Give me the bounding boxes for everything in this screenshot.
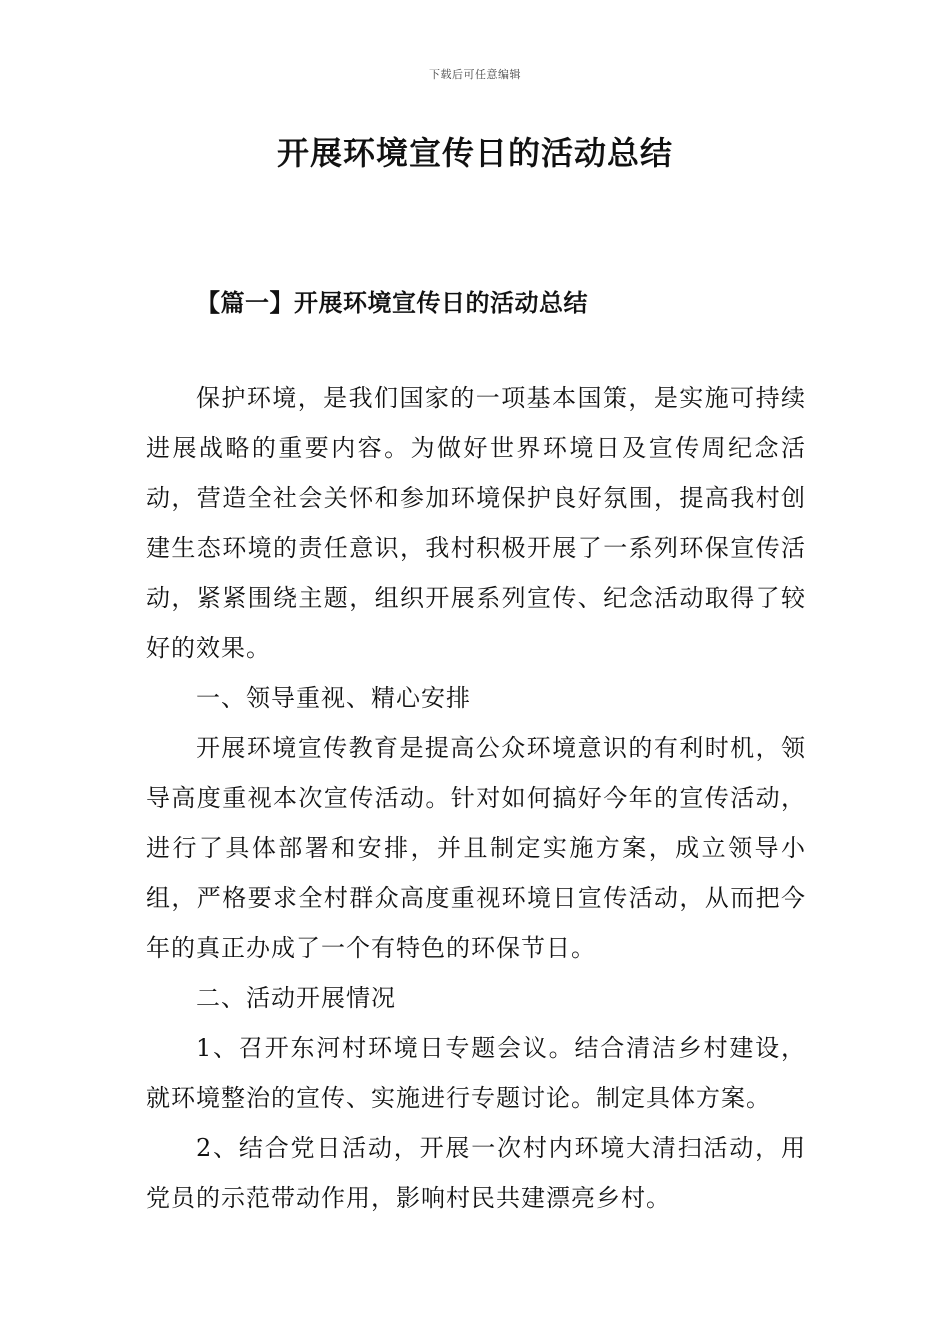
paragraph-activity-1: 1、召开东河村环境日专题会议。结合清洁乡村建设，就环境整治的宣传、实施进行专题讨论。制定具体方案。 bbox=[146, 1034, 806, 1112]
document-title: 开展环境宣传日的活动总结 bbox=[276, 134, 673, 172]
paragraph-intro: 保护环境，是我们国家的一项基本国策，是实施可持续进展战略的重要内容。为做好世界环境日及宣传周纪念活动，营造全社会关怀和参加环境保护良好氛围，提高我村创建生态环境的责任意识，我村积极开展了一系列环保宣传活动，紧紧围绕主题，组织开展系列宣传、纪念活动取得了较好的效果。 bbox=[146, 384, 806, 662]
section-title: 【篇一】开展环境宣传日的活动总结 bbox=[196, 288, 588, 317]
body-text bbox=[146, 373, 806, 1223]
paragraph-leadership: 开展环境宣传教育是提高公众环境意识的有利时机，领导高度重视本次宣传活动。针对如何搞好今年的宣传活动，进行了具体部署和安排，并且制定实施方案，成立领导小组，严格要求全村群众高度重视环境日宣传活动，从而把今年的真正办成了一个有特色的环保节日。 bbox=[146, 734, 806, 962]
heading-activities: 二、活动开展情况 bbox=[196, 984, 396, 1012]
paragraph-activity-2: 2、结合党日活动，开展一次村内环境大清扫活动，用党员的示范带动作用，影响村民共建漂亮乡村。 bbox=[146, 1134, 806, 1212]
heading-leadership: 一、领导重视、精心安排 bbox=[196, 684, 471, 712]
header-note: 下载后可任意编辑 bbox=[429, 68, 521, 81]
